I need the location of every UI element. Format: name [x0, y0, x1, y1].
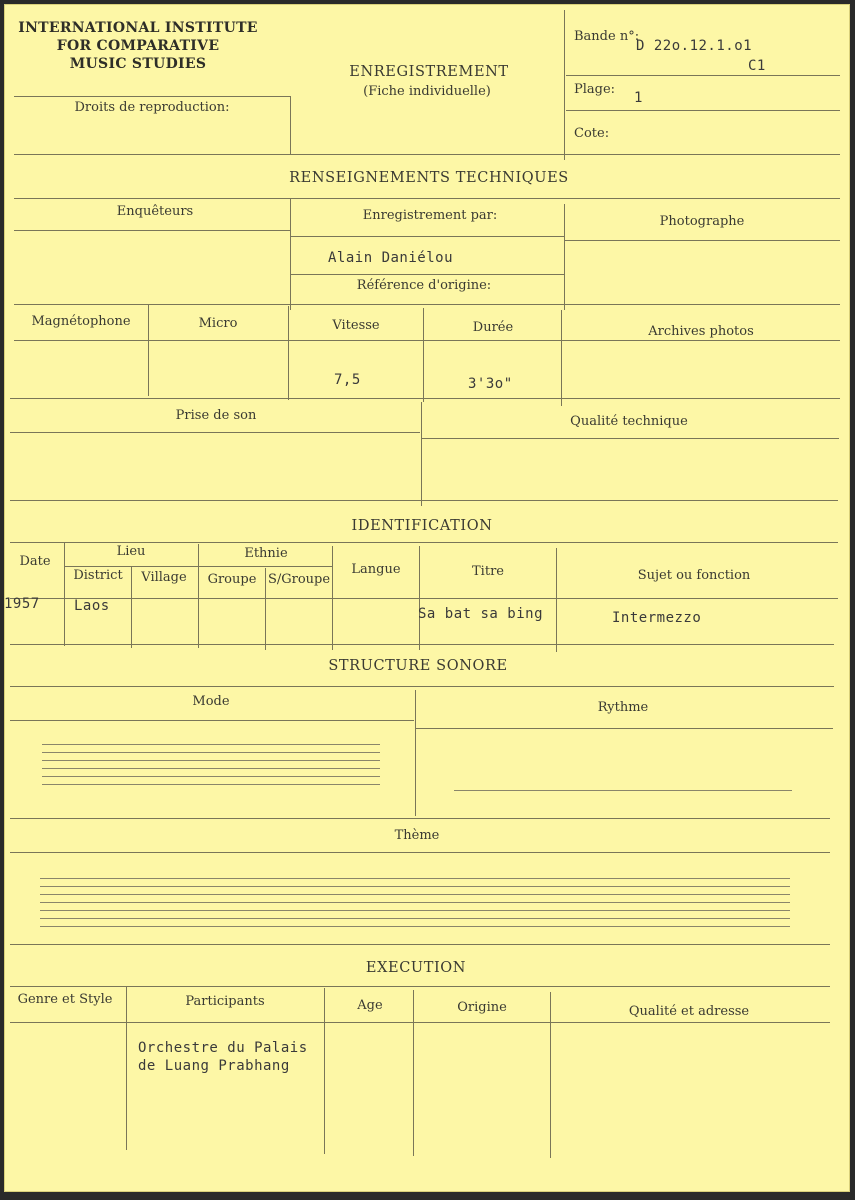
institute-name-line2: FOR COMPARATIVE: [56, 38, 220, 54]
participants-value-line1: Orchestre du Palais: [138, 1040, 308, 1056]
sgroupe-label: S/Groupe: [267, 572, 331, 587]
bande-value-2: C1: [748, 58, 766, 74]
theme-staff-line: [40, 886, 790, 887]
participants-value-line2: de Luang Prabhang: [138, 1058, 290, 1074]
mode-staff-line: [42, 784, 380, 785]
divider: [126, 986, 127, 1150]
institute-name-line3: MUSIC STUDIES: [69, 56, 207, 72]
divider: [265, 568, 266, 650]
divider: [10, 598, 838, 599]
mode-label: Mode: [192, 694, 230, 709]
section-title-execution: EXECUTION: [365, 960, 467, 976]
plage-value: 1: [634, 90, 643, 106]
bande-value: D 22o.12.1.o1: [636, 38, 753, 54]
divider: [421, 402, 422, 506]
divider: [564, 10, 565, 160]
theme-staff-line: [40, 910, 790, 911]
divider: [10, 852, 830, 853]
record-card: [4, 4, 850, 1192]
divider: [10, 500, 838, 501]
divider: [566, 75, 840, 76]
divider: [290, 198, 291, 310]
divider: [415, 728, 833, 729]
divider: [10, 720, 414, 721]
micro-label: Micro: [198, 316, 238, 331]
divider: [10, 818, 830, 819]
divider: [413, 990, 414, 1156]
divider: [14, 154, 840, 155]
form-subtitle: (Fiche individuelle): [363, 84, 491, 99]
genre-style-label: Genre et Style: [17, 992, 113, 1007]
theme-staff-line: [40, 918, 790, 919]
langue-label: Langue: [351, 562, 401, 577]
divider: [131, 566, 132, 648]
titre-label: Titre: [472, 564, 504, 579]
divider: [290, 274, 564, 275]
divider: [550, 992, 551, 1158]
institute-name-line1: INTERNATIONAL INSTITUTE: [18, 20, 258, 36]
divider: [415, 690, 416, 816]
divider: [288, 306, 289, 400]
theme-staff-line: [40, 894, 790, 895]
bande-label: Bande n°:: [574, 29, 640, 44]
enregistrement-par-label: Enregistrement par:: [362, 208, 498, 223]
section-title-technique: RENSEIGNEMENTS TECHNIQUES: [289, 170, 569, 186]
mode-staff-line: [42, 752, 380, 753]
divider: [566, 110, 840, 111]
divider: [148, 304, 149, 396]
divider: [324, 988, 325, 1154]
mode-staff-line: [42, 744, 380, 745]
mode-staff-line: [42, 776, 380, 777]
divider: [14, 198, 840, 199]
divider: [561, 310, 562, 406]
divider: [290, 96, 291, 154]
mode-staff-line: [42, 768, 380, 769]
form-title: ENREGISTREMENT: [349, 64, 509, 80]
divider: [423, 308, 424, 402]
divider: [14, 340, 840, 341]
duree-value: 3'3o": [468, 376, 513, 392]
enregistrement-par-value: Alain Daniélou: [328, 250, 454, 266]
theme-staff-line: [40, 878, 790, 879]
divider: [290, 236, 564, 237]
archives-photos-label: Archives photos: [648, 324, 754, 339]
divider: [10, 398, 840, 399]
divider: [64, 566, 332, 567]
divider: [564, 240, 840, 241]
duree-label: Durée: [472, 320, 514, 335]
sujet-value: Intermezzo: [612, 610, 702, 626]
date-label: Date: [19, 554, 51, 569]
ethnie-label: Ethnie: [244, 546, 288, 561]
theme-label: Thème: [394, 828, 440, 843]
origine-label: Origine: [457, 1000, 507, 1015]
divider: [64, 542, 65, 646]
divider: [10, 542, 838, 543]
section-title-structure: STRUCTURE SONORE: [328, 658, 508, 674]
mode-staff-line: [42, 760, 380, 761]
section-title-identification: IDENTIFICATION: [351, 518, 493, 534]
divider: [10, 986, 830, 987]
divider: [14, 230, 290, 231]
rythme-line: [454, 790, 792, 791]
magnetophone-label: Magnétophone: [31, 314, 131, 329]
plage-label: Plage:: [574, 82, 616, 97]
rythme-label: Rythme: [597, 700, 649, 715]
vitesse-value: 7,5: [334, 372, 361, 388]
divider: [556, 548, 557, 652]
groupe-label: Groupe: [207, 572, 257, 587]
divider: [14, 96, 290, 97]
sujet-label: Sujet ou fonction: [637, 568, 751, 583]
divider: [198, 544, 199, 648]
divider: [10, 686, 834, 687]
divider: [10, 944, 830, 945]
photographe-label: Photographe: [659, 214, 745, 229]
divider: [14, 304, 840, 305]
divider: [564, 204, 565, 310]
reference-label: Référence d'origine:: [356, 278, 492, 293]
cote-label: Cote:: [574, 126, 610, 141]
qualite-adresse-label: Qualité et adresse: [628, 1004, 750, 1019]
theme-staff-line: [40, 926, 790, 927]
date-value: 1957: [4, 596, 40, 612]
participants-label: Participants: [185, 994, 265, 1009]
district-label: District: [73, 568, 123, 583]
enqueteurs-label: Enquêteurs: [116, 204, 194, 219]
prise-de-son-label: Prise de son: [175, 408, 257, 423]
lieu-label: Lieu: [116, 544, 146, 559]
theme-staff-line: [40, 902, 790, 903]
district-value: Laos: [74, 598, 110, 614]
qualite-technique-label: Qualité technique: [570, 414, 688, 429]
village-label: Village: [141, 570, 187, 585]
titre-value: Sa bat sa bing: [418, 606, 544, 622]
divider: [10, 1022, 830, 1023]
vitesse-label: Vitesse: [332, 318, 380, 333]
divider: [10, 644, 834, 645]
divider: [10, 432, 420, 433]
age-label: Age: [357, 998, 383, 1013]
divider: [421, 438, 839, 439]
droits-label: Droits de reproduction:: [74, 100, 230, 115]
